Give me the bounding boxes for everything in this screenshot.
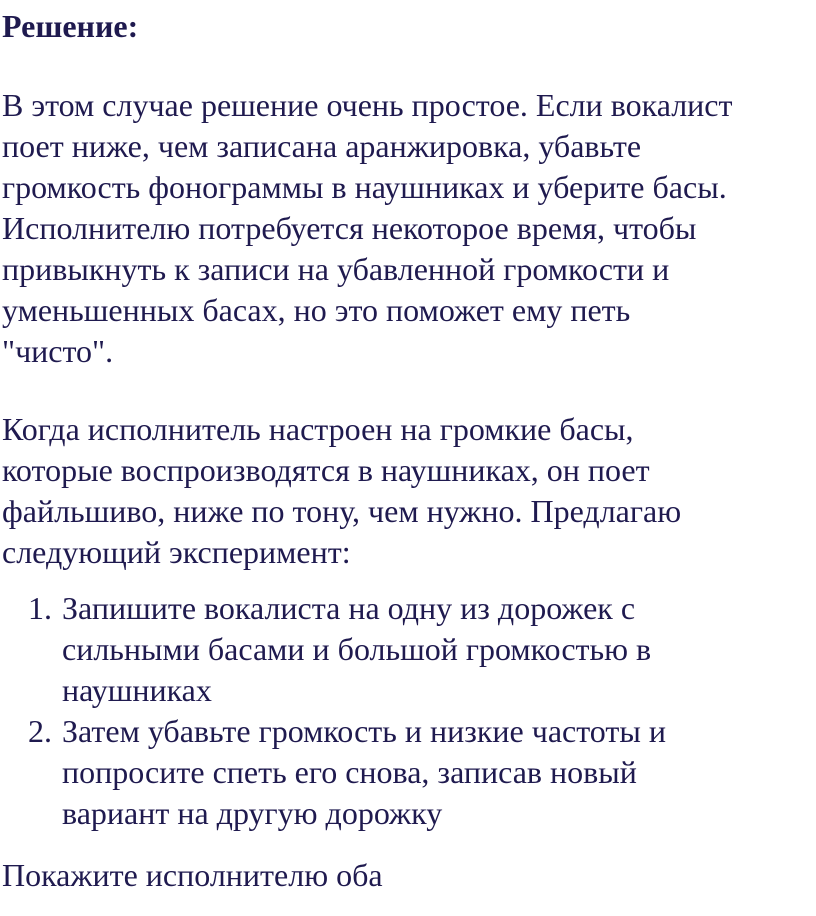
closing-paragraph: [2, 855, 383, 896]
text-line: Запишите вокалиста на одну из дорожек с: [62, 590, 636, 626]
text-line: В этом случае решение очень простое. Если вокалист: [2, 87, 733, 123]
text-line: громкость фонограммы в наушниках и уберите басы.: [2, 169, 727, 205]
text-line: файльшиво, ниже по тону, чем нужно. Предлагаю: [2, 493, 682, 529]
text-line: вариант на другую дорожку: [62, 795, 443, 831]
list-number: 1.: [28, 590, 52, 626]
text-line: наушниках: [62, 672, 212, 708]
text-line: поет ниже, чем записана аранжировка, убавьте: [2, 128, 642, 164]
text-line: следующий эксперимент:: [2, 534, 351, 570]
list-item: [0, 588, 666, 711]
text-line: уменьшенных басах, но это поможет ему петь: [2, 292, 631, 328]
text-line: "чисто".: [2, 333, 114, 369]
explanation-paragraph: [2, 409, 681, 573]
text-line: Покажите исполнителю оба: [2, 857, 383, 893]
text-line: Когда исполнитель настроен на громкие басы,: [2, 411, 634, 447]
list-item: [0, 711, 666, 834]
section-heading: Решение:: [2, 8, 139, 44]
text-line: Исполнителю потребуется некоторое время, чтобы: [2, 210, 697, 246]
text-line: Затем убавьте громкость и низкие частоты и: [62, 713, 666, 749]
list-number: 2.: [28, 713, 52, 749]
experiment-steps-list: [0, 588, 666, 834]
text-line: попросите спеть его снова, записав новый: [62, 754, 637, 790]
text-line: которые воспроизводятся в наушниках, он поет: [2, 452, 650, 488]
text-line: привыкнуть к записи на убавленной громкости и: [2, 251, 670, 287]
solution-paragraph: [2, 85, 732, 372]
text-line: сильными басами и большой громкостью в: [62, 631, 652, 667]
